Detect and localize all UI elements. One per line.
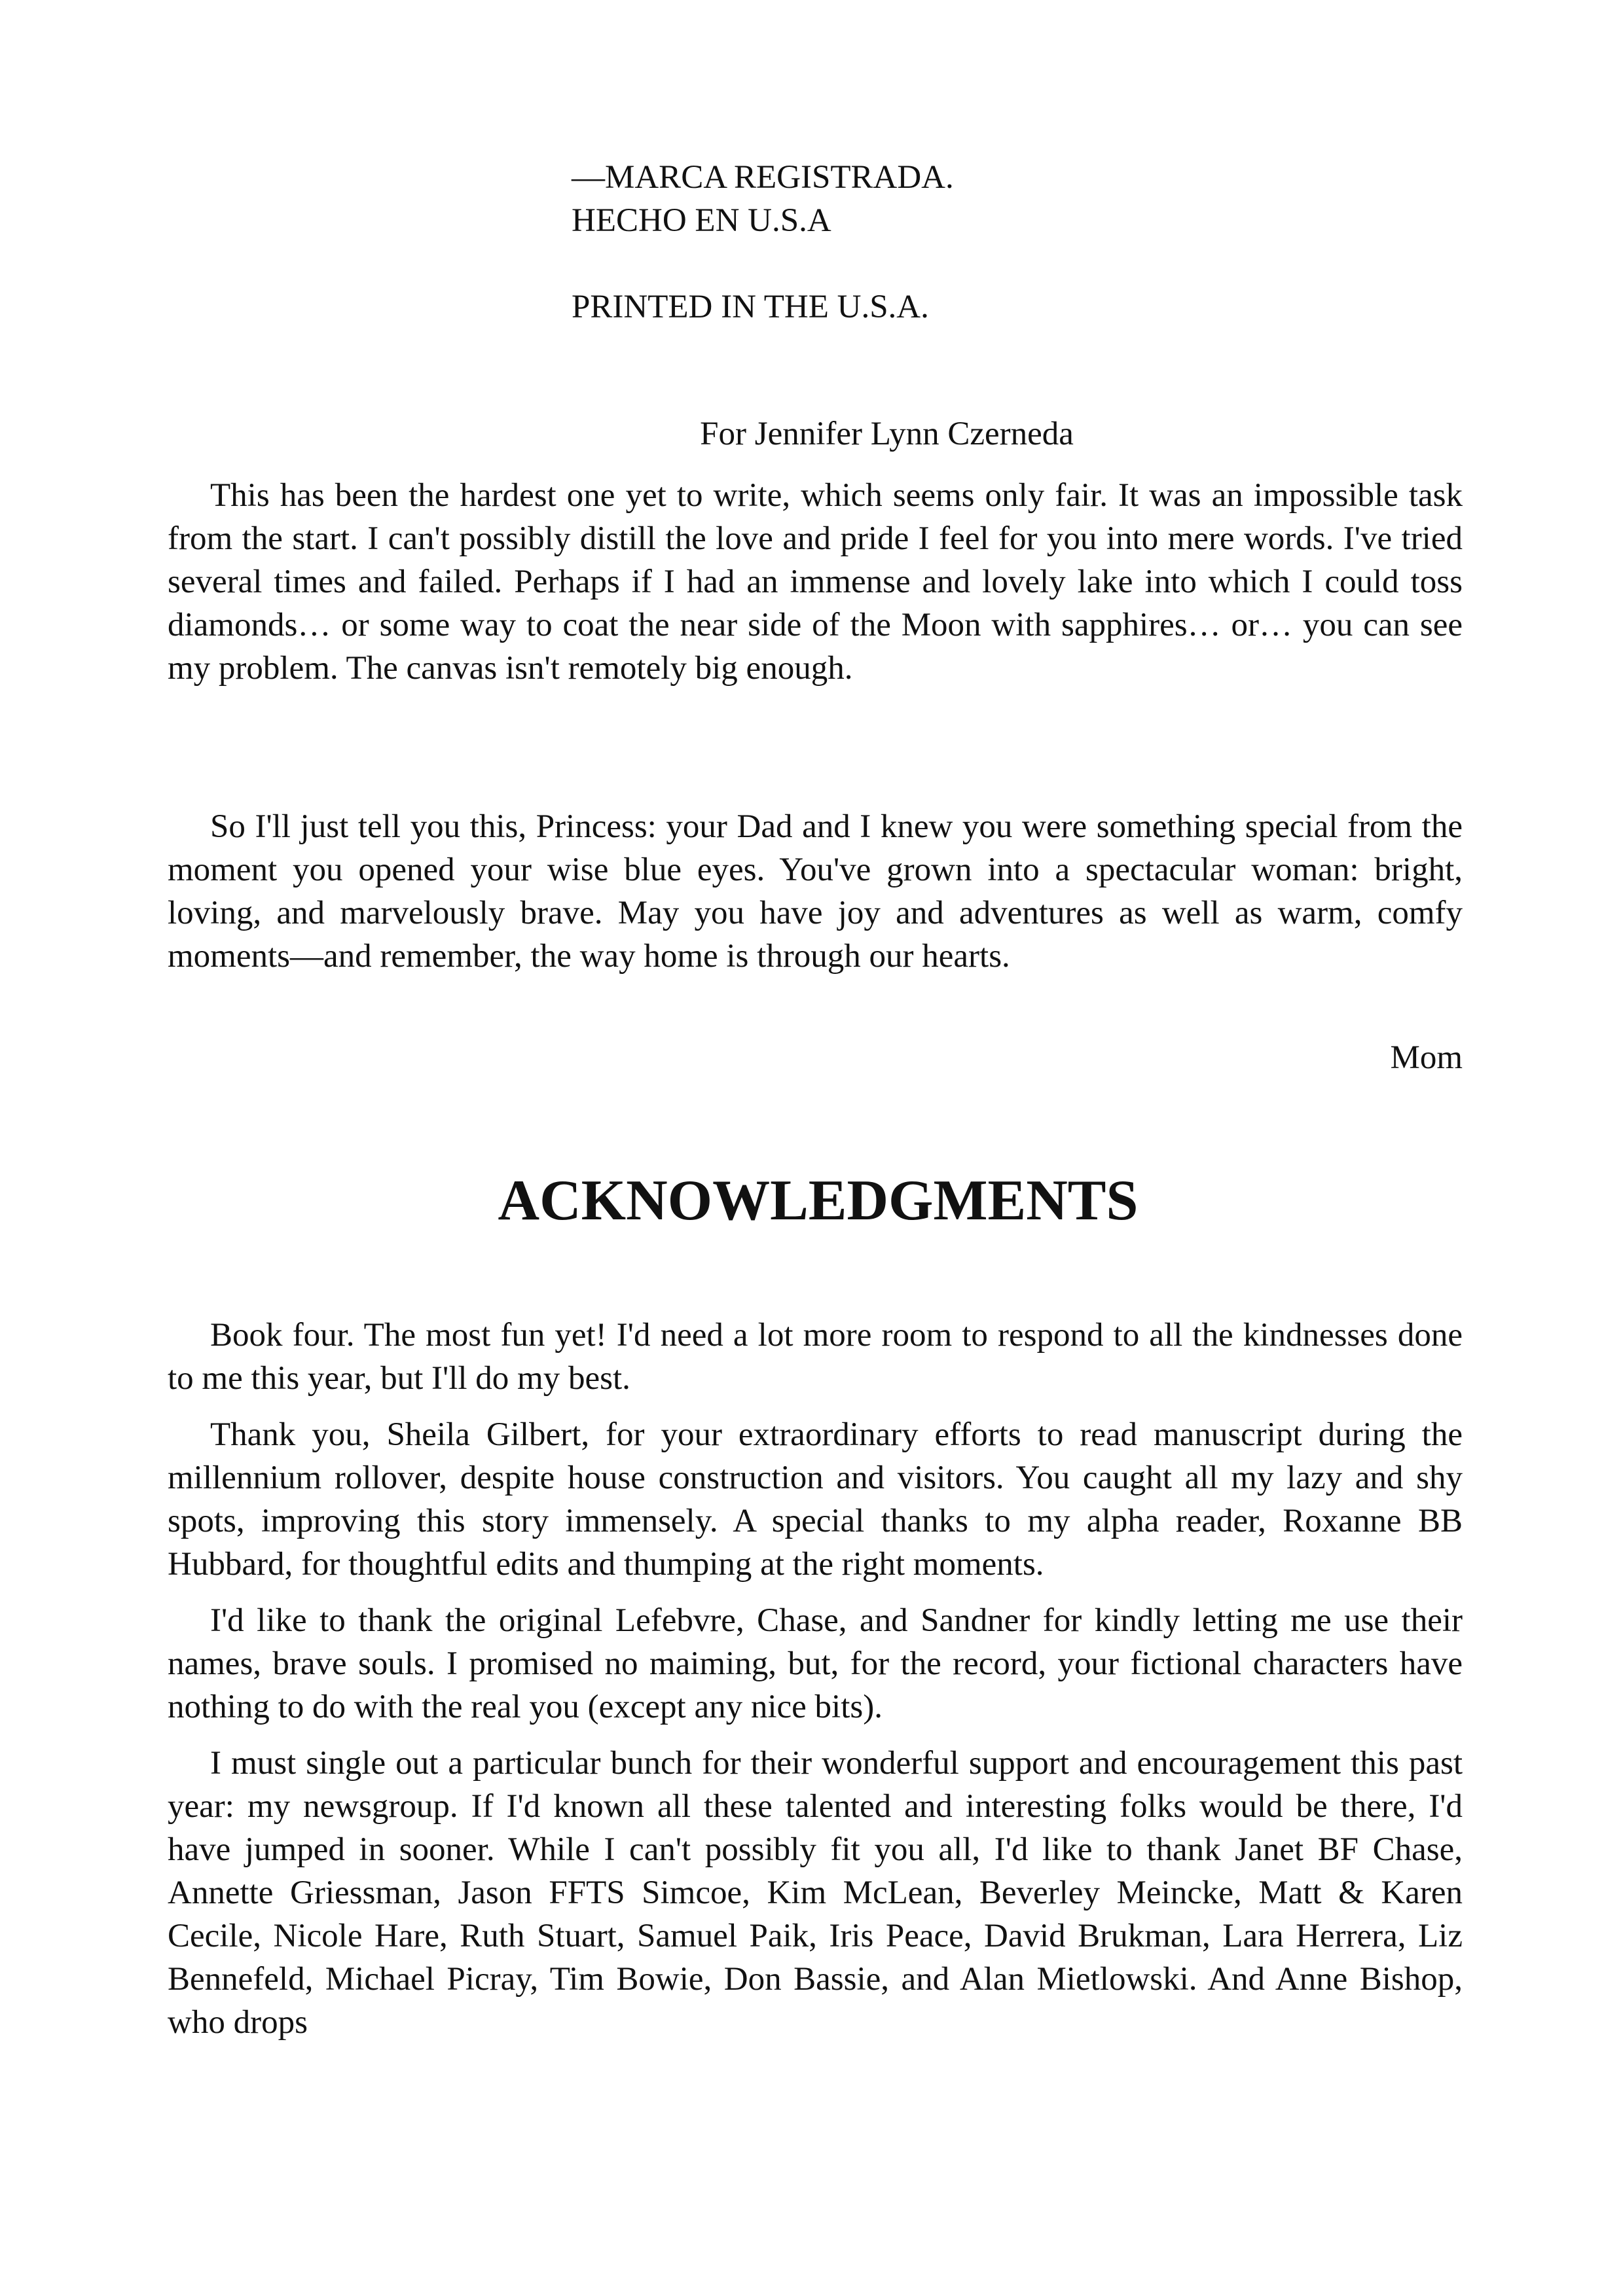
acknowledgments-heading: ACKNOWLEDGMENTS: [498, 1169, 1139, 1232]
imprint-trademark-line: —MARCA REGISTRADA.: [572, 159, 954, 196]
ack-paragraph-2: Thank you, Sheila Gilbert, for your extraordinary efforts to read manuscript during the millennium rollover, despite house construction and visitors. You caught all my lazy and shy spots, improving this story immensely. A special thanks to my alpha reader, Roxanne BB Hubbard, for thoughtful edits and thumping at the right moments.: [168, 1416, 1463, 1583]
ack-paragraph-1: Book four. The most fun yet! I'd need a lot more room to respond to all the kindnesses done to me this year, but I'll do my best.: [168, 1317, 1463, 1397]
dedication-paragraph-2: [168, 805, 1463, 978]
dedication-signature: Mom: [1390, 1039, 1463, 1076]
imprint-block: [572, 156, 954, 329]
dedication-title: For Jennifer Lynn Czerneda: [700, 416, 1074, 452]
imprint-spacer: [572, 242, 954, 285]
ack-paragraph-4: I must single out a particular bunch for their wonderful support and encouragement this past year: my newsgroup. If I'd known all these talented and interesting folks would be there, I'd have jumped in sooner. While I can't possibly fit you all, I'd like to thank Janet BF Chase, Annette Griessman, Jason FFTS Simcoe, Kim McLean, Beverley Meincke, Matt & Karen Cecile, Nicole Hare, Ruth Stuart, Samuel Paik, Iris Peace, David Brukman, Lara Herrera, Liz Bennefeld, Michael Picray, Tim Bowie, Don Bassie, and Alan Mietlowski. And Anne Bishop, who drops: [168, 1745, 1463, 2041]
imprint-made-in-line: HECHO EN U.S.A: [572, 202, 831, 239]
ack-paragraph-3: I'd like to thank the original Lefebvre, Chase, and Sandner for kindly letting me use their names, brave souls. I promised no maiming, but, for the record, your fictional characters have nothing to do with the real you (except any nice bits).: [168, 1602, 1463, 1725]
dedication-paragraph-1: [168, 474, 1463, 690]
imprint-printed-line: PRINTED IN THE U.S.A.: [572, 289, 929, 325]
acknowledgments-body: [168, 1314, 1463, 2057]
paragraph-text: This has been the hardest one yet to write, which seems only fair. It was an impossible task from the start. I can't possibly distill the love and pride I feel for you into mere words. I've tried several times and failed. Perhaps if I had an immense and lovely lake into which I could toss diamonds… or some way to coat the near side of the Moon with sapphires… or… you can see my problem. The canvas isn't remotely big enough.: [168, 477, 1463, 687]
paragraph-text: So I'll just tell you this, Princess: your Dad and I knew you were something special from the moment you opened your wise blue eyes. You've grown into a spectacular woman: bright, loving, and marvelously brave. May you have joy and adventures as well as warm, comfy moments—and remember, the way home is through our hearts.: [168, 808, 1463, 975]
